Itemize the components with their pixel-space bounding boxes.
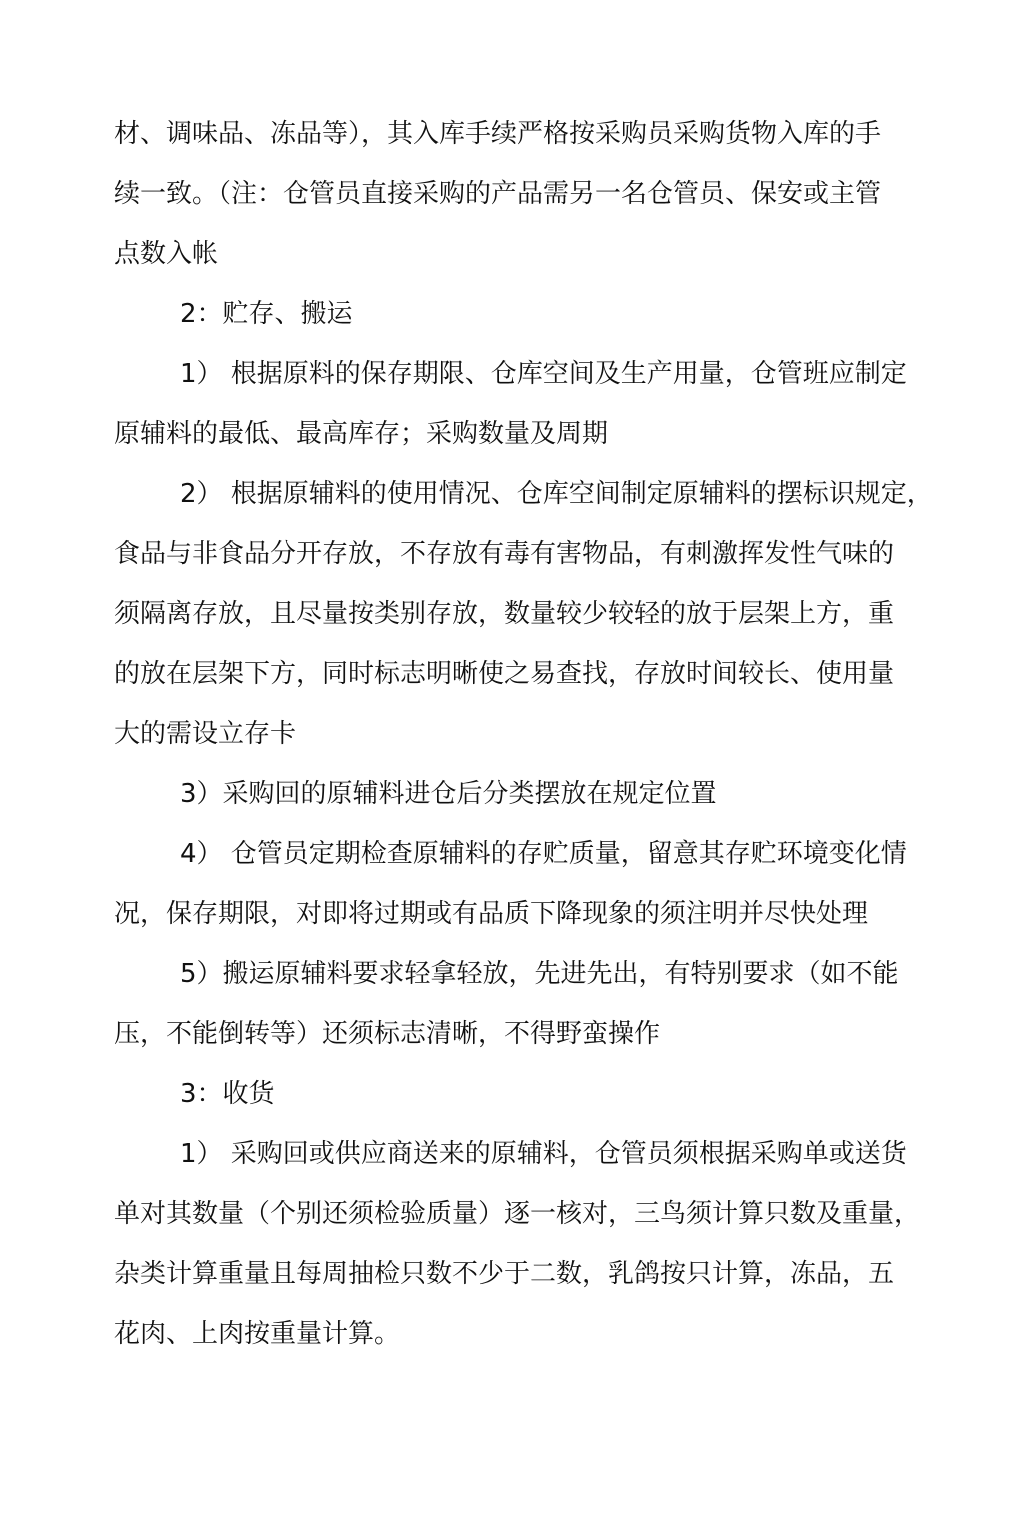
text-line: 的放在层架下方，同时标志明晰使之易查找，存放时间较长、使用量 xyxy=(114,659,895,689)
text-line: 食品与非食品分开存放，不存放有毒有害物品，有刺激挥发性气味的 xyxy=(114,539,895,569)
list-item: 2） 根据原辅料的使用情况、仓库空间制定原辅料的摆标识规定， xyxy=(180,479,933,509)
list-item: 3）采购回的原辅料进仓后分类摆放在规定位置 xyxy=(180,779,717,809)
text-line: 须隔离存放，且尽量按类别存放，数量较少较轻的放于层架上方，重 xyxy=(114,599,895,629)
text-line: 续一致。（注：仓管员直接采购的产品需另一名仓管员、保安或主管 xyxy=(114,179,882,209)
list-item: 5）搬运原辅料要求轻拿轻放，先进先出，有特别要求（如不能 xyxy=(180,959,899,989)
text-line: 花肉、上肉按重量计算。 xyxy=(114,1319,401,1349)
text-line: 杂类计算重量且每周抽检只数不少于二数，乳鸽按只计算，冻品，五 xyxy=(114,1259,895,1289)
text-line: 材、调味品、冻品等），其入库手续严格按采购员采购货物入库的手 xyxy=(114,119,882,149)
list-item: 1） 采购回或供应商送来的原辅料，仓管员须根据采购单或送货 xyxy=(180,1139,907,1169)
text-line: 原辅料的最低、最高库存；采购数量及周期 xyxy=(114,419,609,449)
text-line: 压，不能倒转等）还须标志清晰，不得野蛮操作 xyxy=(114,1019,661,1049)
section-heading: 3：收货 xyxy=(180,1079,275,1109)
text-line: 大的需设立存卡 xyxy=(114,719,297,749)
text-line: 况，保存期限，对即将过期或有品质下降现象的须注明并尽快处理 xyxy=(114,899,869,929)
section-heading: 2：贮存、搬运 xyxy=(180,299,353,329)
text-line: 点数入帐 xyxy=(114,239,219,269)
list-item: 4） 仓管员定期检查原辅料的存贮质量，留意其存贮环境变化情 xyxy=(180,839,907,869)
text-line: 单对其数量（个别还须检验质量）逐一核对，三鸟须计算只数及重量， xyxy=(114,1199,921,1229)
list-item: 1） 根据原料的保存期限、仓库空间及生产用量，仓管班应制定 xyxy=(180,359,907,389)
